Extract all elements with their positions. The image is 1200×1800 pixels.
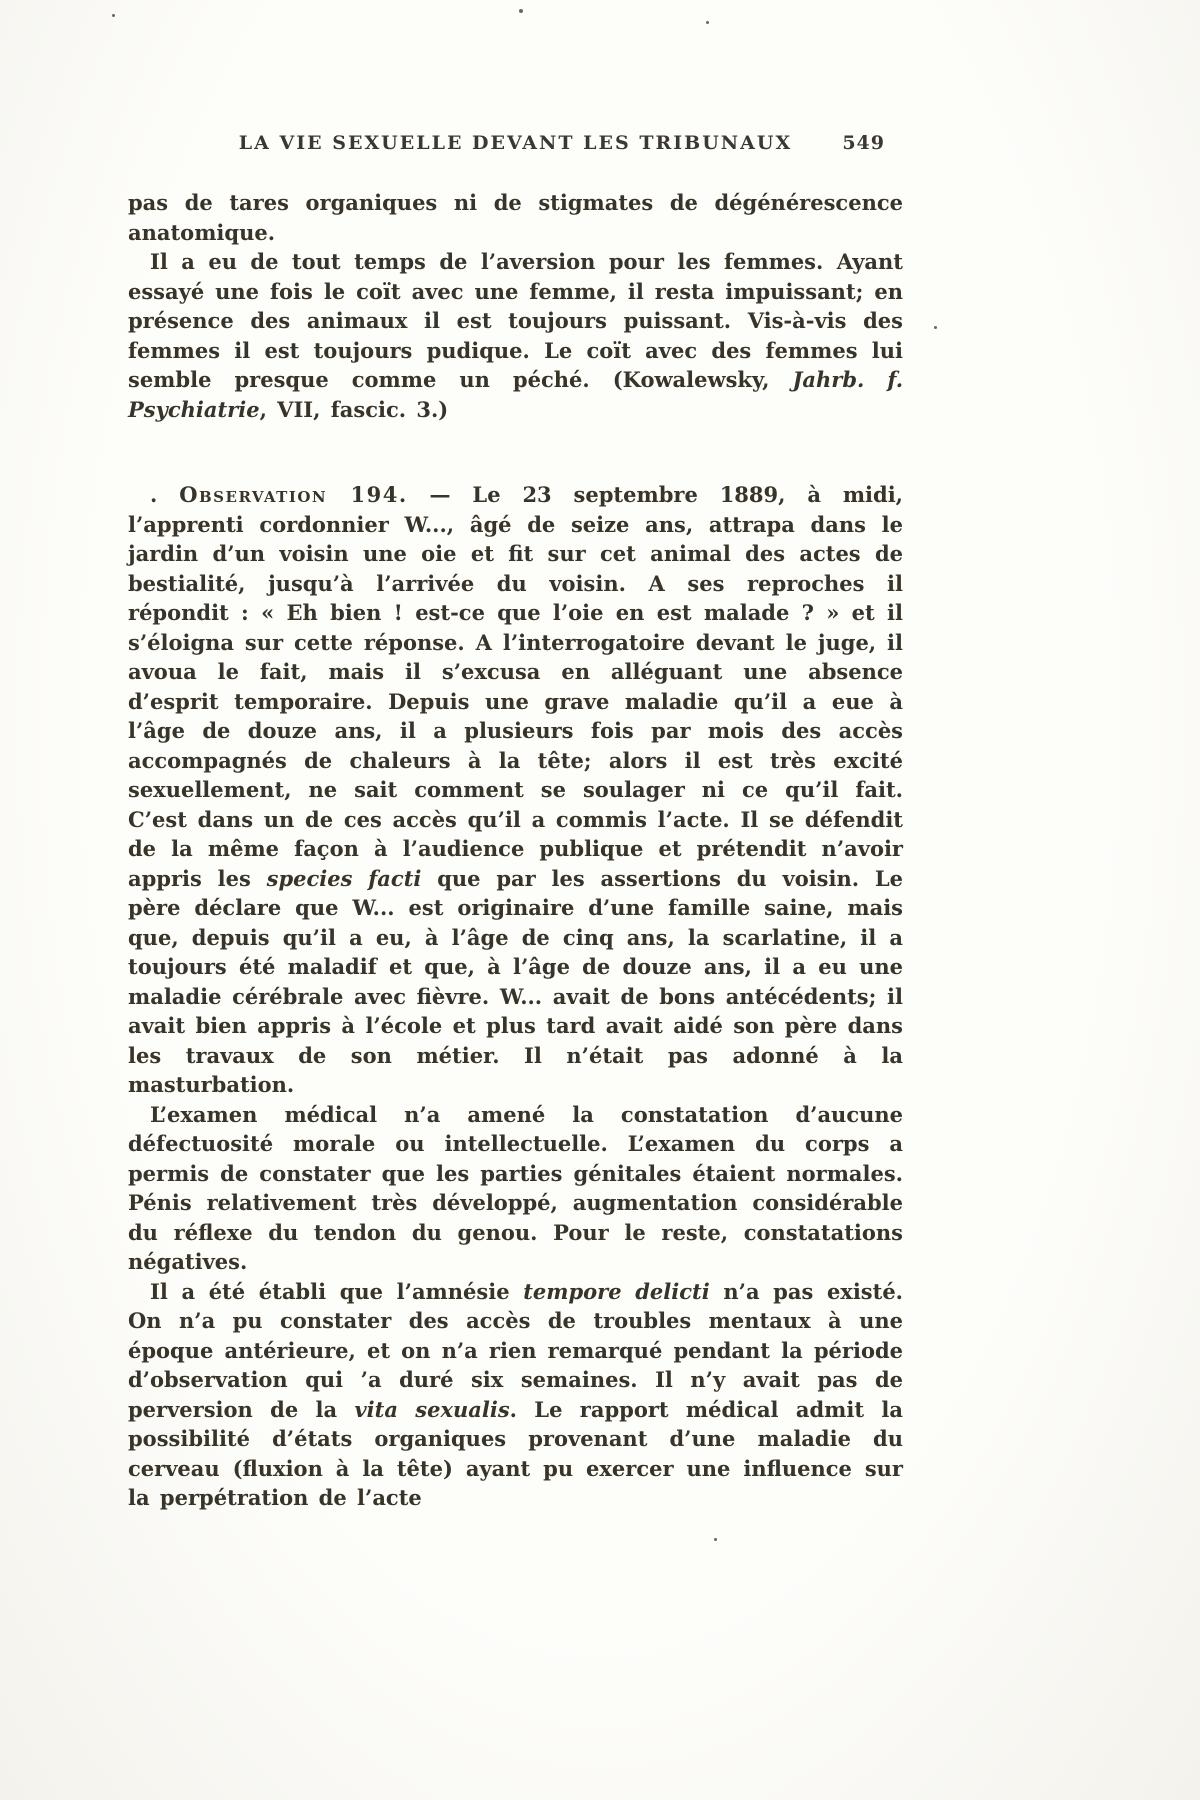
paragraph: [128, 480, 903, 1100]
text-run: Jahrb. f. Psychiatrie: [128, 367, 904, 422]
text-run: , VII, fascic. 3.): [259, 396, 449, 422]
text-run: L’examen médical n’a amené la constatation d’aucune défectuosité morale ou intellectuelle. L’examen du corps a permis de constater que les parties génitales étaient normales. Pénis relativement très développé, augmentation considérable du réflexe du tendon du genou. Pour le reste, constatations négatives.: [128, 1101, 903, 1274]
text-run: Il a été établi que l’amnésie: [150, 1278, 524, 1304]
paragraph: [128, 1100, 903, 1277]
text-run: n’a pas existé. On n’a pu constater des accès de troubles mentaux à une époque antérieure, et on n’a rien remarqué pendant la période d’observation qui ’a duré six semaines. Il n’y avait pas de perversion de la: [128, 1278, 903, 1422]
text-run: tempore delicti: [523, 1278, 710, 1304]
text-run: vita sexualis: [354, 1396, 510, 1422]
page-header: [128, 132, 903, 154]
text-run: . Le rapport médical admit la possibilité d’états organiques provenant d’une maladie du cerveau (fluxion à la tête) ayant pu exercer une influence sur la perpétration de l’acte: [128, 1396, 903, 1510]
page-number: 549: [842, 132, 885, 154]
paragraph: [128, 247, 903, 424]
page-content: [128, 132, 903, 1513]
scan-speck: [519, 9, 523, 13]
paragraph: [128, 188, 903, 247]
paragraph: [128, 1277, 903, 1513]
text-block: [128, 188, 903, 1513]
scan-speck: [714, 1538, 717, 1541]
running-title: LA VIE SEXUELLE DEVANT LES TRIBUNAUX: [238, 132, 793, 154]
text-run: .: [150, 482, 180, 507]
scan-speck: [934, 326, 937, 329]
text-run: species facti: [266, 865, 422, 891]
text-run: que par les assertions du voisin. Le père déclare que W... est originaire d’une famille saine, mais que, depuis qu’il a eu, à l’âge de cinq ans, la scarlatine, il a toujours été maladif et que, à l’âge de douze ans, il a eu une maladie cérébrale avec fièvre. W... avait de bons antécédents; il avait bien appris à l’école et plus tard avait aidé son père dans les travaux de son métier. Il n’était pas adonné à la masturbation.: [128, 865, 903, 1097]
text-run: Observation 194.: [179, 482, 408, 507]
text-run: — Le 23 septembre 1889, à midi, l’apprenti cordonnier W..., âgé de seize ans, attrapa dans le jardin d’un voisin une oie et fit sur cet animal des actes de bestialité, jusqu’à l’arrivée du voisin. A ses reproches il répondit : « Eh bien ! est-ce que l’oie en est malade ? » et il s’éloigna sur cette réponse. A l’interrogatoire devant le juge, il avoua le fait, mais il s’excusa en alléguant une absence d’esprit temporaire. Depuis une grave maladie qu’il a eue à l’âge de douze ans, il a plusieurs fois par mois des accès accompagnés de chaleurs à la tête; alors il est très excité sexuellement, ne sait comment se soulager ni ce qu’il fait. C’est dans un de ces accès qu’il a commis l’acte. Il se défendit de la même façon à l’audience publique et prétendit n’avoir appris les: [128, 482, 903, 891]
scan-speck: [112, 14, 115, 17]
scan-speck: [706, 21, 709, 24]
text-run: Il a eu de tout temps de l’aversion pour les femmes. Ayant essayé une fois le coït avec une femme, il resta impuissant; en présence des animaux il est toujours puissant. Vis-à-vis des femmes il est toujours pudique. Le coït avec des femmes lui semble presque comme un péché. (Kowalewsky,: [128, 249, 903, 392]
text-run: pas de tares organiques ni de stigmates de dégénérescence anatomique.: [128, 190, 903, 245]
